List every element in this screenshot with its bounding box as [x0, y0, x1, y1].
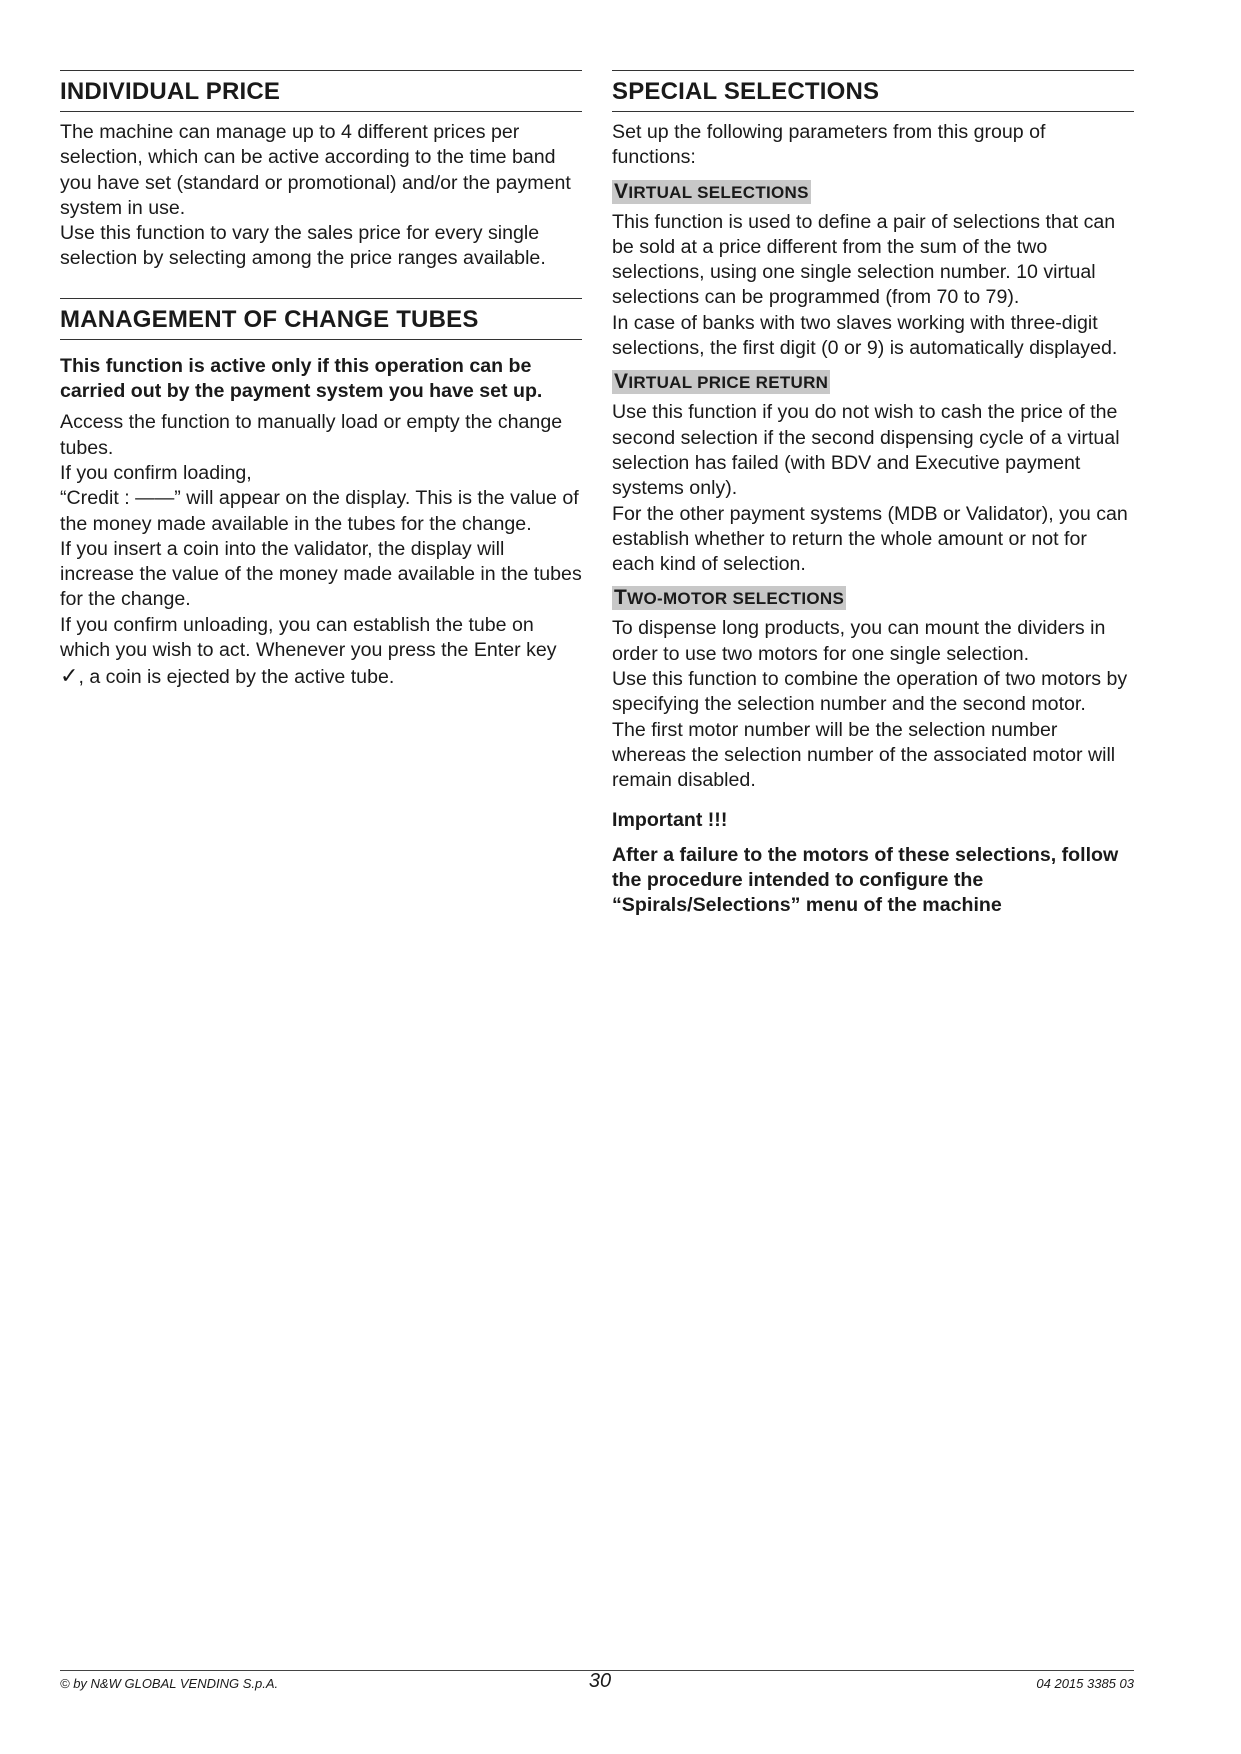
- paragraph: Set up the following parameters from this group of functions:: [612, 121, 1046, 169]
- important-label: Important !!!: [612, 808, 728, 831]
- paragraph: If you insert a coin into the validator, the display will increase the value of the money made available in the tubes for the change.: [60, 537, 582, 611]
- bold-note: This function is active only if this operation can be carried out by the payment system you have set up.: [60, 354, 543, 403]
- paragraph: In case of banks with two slaves working with three-digit selections, the first digit (0 or 9) is automatically displayed.: [612, 311, 1118, 360]
- subheading-initial: V: [614, 179, 629, 203]
- paragraph: Use this function if you do not wish to cash the price of the second selection if the second dispensing cycle of a virtual selection has failed (with BDV and Executive payment systems only).: [612, 401, 1120, 500]
- subheading-initial: V: [614, 370, 629, 394]
- paragraph: [60, 613, 582, 691]
- subheading-rest: IRTUAL SELECTIONS: [628, 182, 809, 202]
- warning-note: After a failure to the motors of these selections, follow the procedure intended to configure the “Spirals/Selections” menu of the machine: [612, 843, 1119, 917]
- paragraph: For the other payment systems (MDB or Validator), you can establish whether to return the whole amount or not for each kind of selection.: [612, 502, 1128, 576]
- page-number: 30: [588, 1670, 612, 1692]
- paragraph: Use this function to vary the sales price for every single selection by selecting among the price ranges available.: [60, 222, 546, 270]
- subheading-virtual-selections: [612, 180, 811, 204]
- left-column: [60, 70, 582, 691]
- paragraph: To dispense long products, you can mount the dividers in order to use two motors for one single selection.: [612, 617, 1106, 665]
- paragraph: Access the function to manually load or empty the change tubes.: [60, 411, 563, 459]
- subheading-initial: T: [614, 586, 628, 610]
- section-title-individual-price: INDIVIDUAL PRICE: [60, 70, 582, 112]
- paragraph: “Credit : ——” will appear on the display. This is the value of the money made available in the tubes for the change.: [60, 487, 579, 535]
- subheading-rest: WO-MOTOR SELECTIONS: [627, 589, 845, 609]
- footer-copyright: © by N&W GLOBAL VENDING S.p.A.: [60, 1676, 279, 1691]
- subheading-two-motor-selections: [612, 586, 846, 610]
- paragraph: If you confirm loading,: [60, 461, 252, 484]
- footer-doc-code: 04 2015 3385 03: [1036, 1676, 1134, 1691]
- paragraph-text: If you confirm unloading, you can establish the tube on which you wish to act. Whenever you press the Enter key: [60, 613, 557, 662]
- section-title-change-tubes: MANAGEMENT OF CHANGE TUBES: [60, 298, 582, 340]
- paragraph: The machine can manage up to 4 different prices per selection, which can be active according to the time band you have set (standard or promotional) and/or the payment system in use.: [60, 121, 571, 219]
- subheading-rest: IRTUAL PRICE RETURN: [628, 373, 829, 393]
- subheading-virtual-price-return: [612, 370, 830, 394]
- paragraph: This function is used to define a pair of selections that can be sold at a price different from the sum of the two selections, using one single selection number. 10 virtual selections can be programmed (from 70 to 79).: [612, 210, 1116, 309]
- check-icon: ✓: [60, 663, 79, 689]
- paragraph: The first motor number will be the selection number whereas the selection number of the associated motor will remain disabled.: [612, 718, 1116, 792]
- section-title-special-selections: SPECIAL SELECTIONS: [612, 70, 1134, 112]
- paragraph-text: , a coin is ejected by the active tube.: [78, 666, 395, 689]
- right-column: [612, 70, 1134, 925]
- paragraph: Use this function to combine the operation of two motors by specifying the selection number and the second motor.: [612, 668, 1128, 716]
